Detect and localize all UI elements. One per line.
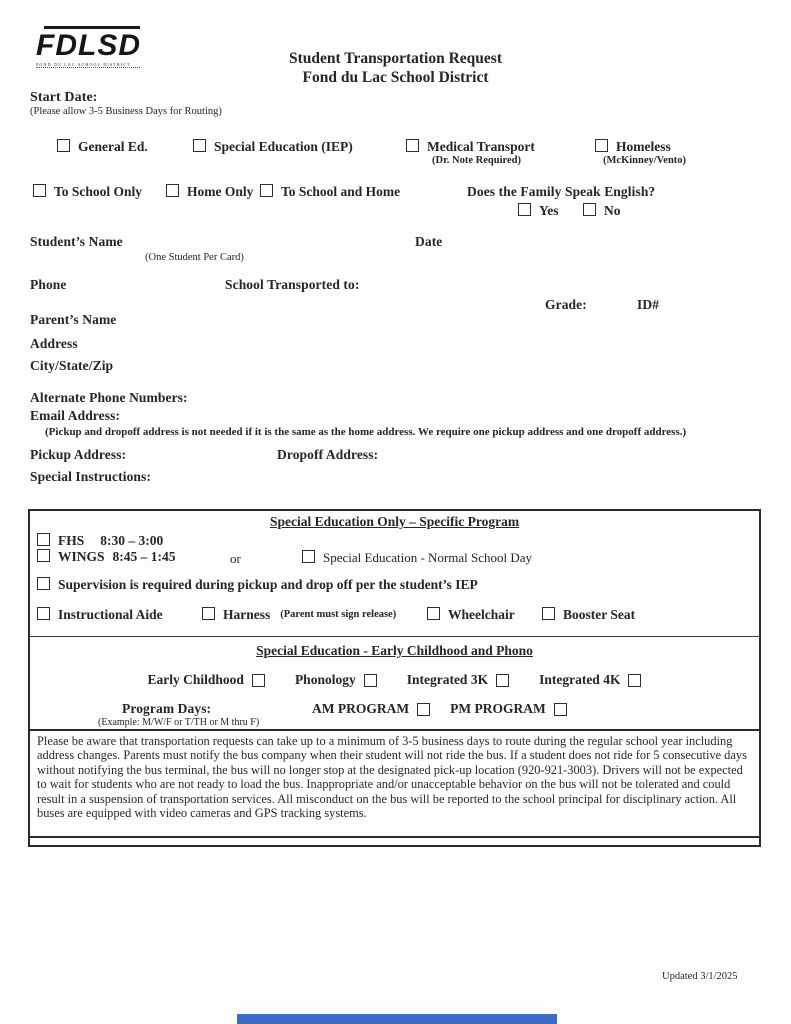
- home-only-label: Home Only: [187, 184, 254, 199]
- integrated-3k-label: Integrated 3K: [406, 672, 489, 687]
- checkbox-pm-program[interactable]: [554, 703, 567, 716]
- fhs-label: FHS: [58, 533, 85, 548]
- school-transported-label: School Transported to:: [225, 277, 360, 292]
- option-home-only: [166, 184, 253, 200]
- to-school-and-home-label: To School and Home: [281, 184, 401, 199]
- city-state-zip-label: City/State/Zip: [30, 358, 114, 373]
- checkbox-sped-normal-day[interactable]: [302, 550, 315, 563]
- or-text: or: [230, 551, 241, 566]
- checkbox-medical-transport[interactable]: [406, 139, 419, 152]
- checkbox-fhs[interactable]: [37, 533, 50, 546]
- option-harness: [202, 607, 396, 623]
- booster-seat-label: Booster Seat: [563, 607, 636, 622]
- checkbox-supervision[interactable]: [37, 577, 50, 590]
- option-early-childhood: [148, 672, 265, 688]
- option-instructional-aide: [37, 607, 163, 623]
- english-no-label: No: [604, 203, 621, 218]
- integrated-4k-label: Integrated 4K: [539, 672, 621, 687]
- pickup-dropoff-note: (Pickup and dropoff address is not needed if it is the same as the home address. We require one pickup address and one dropoff address.): [45, 426, 687, 438]
- wings-time: 8:45 – 1:45: [112, 549, 176, 564]
- checkbox-integrated-4k[interactable]: [628, 674, 641, 687]
- checkbox-to-school-and-home[interactable]: [260, 184, 273, 197]
- one-student-note: (One Student Per Card): [145, 252, 244, 263]
- category-special-education: [193, 139, 353, 155]
- early-childhood-header: Special Education - Early Childhood and Phono: [256, 643, 533, 658]
- category-homeless: [595, 139, 686, 166]
- special-education-box: [28, 509, 761, 847]
- medical-transport-label: Medical Transport: [427, 139, 535, 154]
- to-school-only-label: To School Only: [54, 184, 143, 199]
- option-to-school-only: [33, 184, 142, 200]
- early-childhood-label: Early Childhood: [147, 672, 244, 687]
- option-booster-seat: [542, 607, 635, 623]
- section-divider: [30, 636, 759, 637]
- sped-normal-day-label: Special Education - Normal School Day: [323, 550, 533, 565]
- instructional-aide-label: Instructional Aide: [58, 607, 163, 622]
- general-ed-label: General Ed.: [78, 139, 148, 154]
- alternate-phone-label: Alternate Phone Numbers:: [30, 390, 188, 405]
- option-wings: [37, 549, 176, 565]
- phonology-label: Phonology: [294, 672, 356, 687]
- harness-note: (Parent must sign release): [280, 609, 397, 620]
- date-label: Date: [415, 234, 443, 249]
- page-title: Student Transportation Request: [288, 50, 502, 67]
- checkbox-wheelchair[interactable]: [427, 607, 440, 620]
- parent-name-label: Parent’s Name: [30, 312, 117, 327]
- option-fhs: [37, 533, 163, 549]
- bottom-blue-bar: [237, 1014, 557, 1024]
- checkbox-homeless[interactable]: [595, 139, 608, 152]
- speak-english-question: Does the Family Speak English?: [467, 184, 656, 199]
- page-subtitle: Fond du Lac School District: [302, 69, 489, 87]
- option-phonology: [295, 672, 377, 688]
- am-program-label: AM PROGRAM: [312, 701, 410, 716]
- checkbox-english-yes[interactable]: [518, 203, 531, 216]
- special-instructions-label: Special Instructions:: [30, 469, 151, 484]
- id-label: ID#: [637, 297, 660, 312]
- email-address-label: Email Address:: [30, 408, 121, 423]
- category-medical-transport: [406, 139, 535, 166]
- checkbox-am-program[interactable]: [417, 703, 430, 716]
- start-date-note: (Please allow 3-5 Business Days for Routing): [30, 106, 222, 117]
- checkbox-home-only[interactable]: [166, 184, 179, 197]
- logo-subtext: FOND DU LAC SCHOOL DISTRICT: [36, 62, 140, 68]
- option-to-school-and-home: [260, 184, 400, 200]
- checkbox-booster-seat[interactable]: [542, 607, 555, 620]
- checkbox-special-education-iep[interactable]: [193, 139, 206, 152]
- sped-specific-program-header: Special Education Only – Specific Program: [269, 514, 520, 529]
- checkbox-to-school-only[interactable]: [33, 184, 46, 197]
- harness-label: Harness: [223, 607, 271, 622]
- homeless-note: (McKinney/Vento): [603, 155, 687, 166]
- wheelchair-label: Wheelchair: [448, 607, 515, 622]
- option-english-yes: [518, 203, 559, 219]
- logo-text: FDLSD: [36, 28, 141, 62]
- category-general-ed: [57, 139, 148, 155]
- grade-label: Grade:: [545, 297, 587, 312]
- homeless-label: Homeless: [616, 139, 671, 154]
- transportation-notice: Please be aware that transportation requests can take up to a minimum of 3-5 business days to route during the regular school year including address changes. Parents must notify the bus company when their student will not ride the bus. If a student does not ride for 5 consecutive days without notifying the bus terminal, the bus will no longer stop at the designated pick-up location (920-921-3003). Drivers will not be expected to wait for students who are not ready to load the bus. Inappropriate and/or unacceptable behavior on the bus will not be tolerated and could result in a suspension of transportation services. All misconduct on the bus will be reported to the school principal for disciplinary action. All buses are equipped with video cameras and GPS tracking systems.: [30, 729, 759, 838]
- start-date-block: [30, 90, 222, 117]
- checkbox-early-childhood[interactable]: [252, 674, 265, 687]
- option-integrated-4k: [539, 672, 641, 688]
- supervision-label: Supervision is required during pickup and drop off per the student’s IEP: [58, 577, 478, 592]
- checkbox-wings[interactable]: [37, 549, 50, 562]
- pm-program-label: PM PROGRAM: [450, 701, 546, 716]
- start-date-label: Start Date:: [30, 90, 98, 105]
- pickup-address-label: Pickup Address:: [30, 447, 127, 462]
- phone-label: Phone: [30, 277, 67, 292]
- option-sped-normal-day: [302, 550, 532, 566]
- document-title-block: [0, 49, 791, 88]
- option-english-no: [583, 203, 621, 219]
- address-label: Address: [30, 336, 78, 351]
- english-yes-label: Yes: [539, 203, 559, 218]
- wings-label: WINGS: [58, 549, 105, 564]
- updated-date: Updated 3/1/2025: [662, 971, 738, 982]
- medical-transport-note: (Dr. Note Required): [432, 155, 521, 166]
- early-childhood-options-row: [30, 672, 759, 688]
- checkbox-instructional-aide[interactable]: [37, 607, 50, 620]
- checkbox-harness[interactable]: [202, 607, 215, 620]
- program-days-label: Program Days:: [122, 701, 212, 716]
- option-integrated-3k: [407, 672, 509, 688]
- student-name-label: Student’s Name: [30, 234, 123, 249]
- checkbox-integrated-3k[interactable]: [496, 674, 509, 687]
- option-am-program: [312, 701, 430, 717]
- option-wheelchair: [427, 607, 515, 623]
- dropoff-address-label: Dropoff Address:: [277, 447, 379, 462]
- option-supervision: [37, 577, 478, 593]
- checkbox-general-ed[interactable]: [57, 139, 70, 152]
- option-pm-program: [450, 701, 567, 717]
- checkbox-phonology[interactable]: [364, 674, 377, 687]
- special-education-label: Special Education (IEP): [214, 139, 353, 154]
- program-days-example: (Example: M/W/F or T/TH or M thru F): [98, 717, 260, 728]
- fhs-time: 8:30 – 3:00: [100, 533, 164, 548]
- checkbox-english-no[interactable]: [583, 203, 596, 216]
- am-pm-program-row: [312, 701, 567, 717]
